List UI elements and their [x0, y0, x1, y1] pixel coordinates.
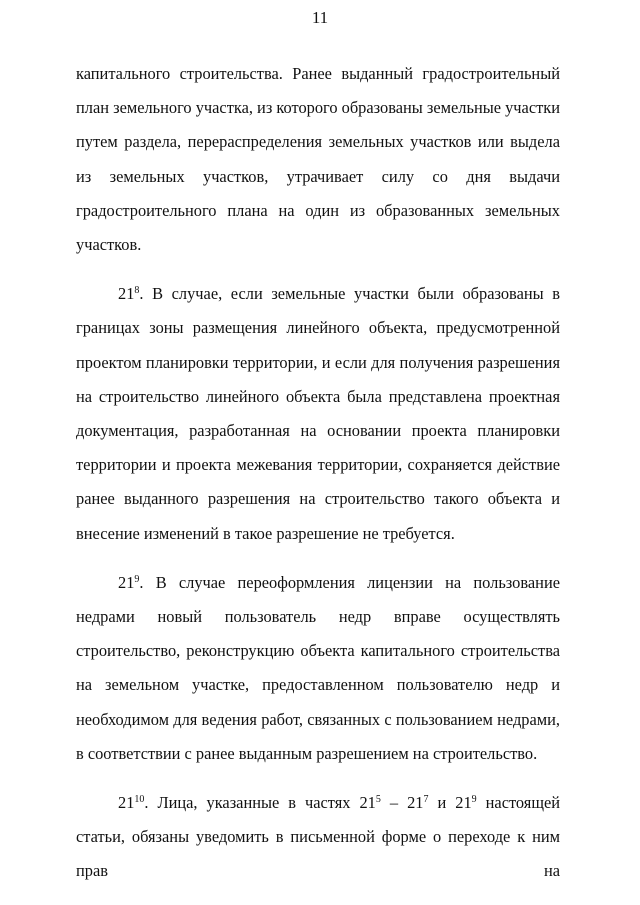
reference-superscript: 9 [471, 794, 477, 806]
paragraph-text: капитального строительства. Ранее выданный градостроительный план земельного участка, из которого образованы земельные участки путем раздела, перераспределения земельных участков или выдела из земельных участков, утрачивает силу со дня выдачи градостроительного плана на один из образованных земельных участков. [76, 64, 561, 255]
paragraph-number-superscript: 8 [134, 285, 140, 297]
paragraph-text: и 21 [428, 793, 472, 813]
paragraph-number: 21 [118, 572, 135, 592]
paragraph-continuation [76, 57, 560, 262]
paragraph-text: – 21 [380, 793, 424, 813]
paragraph-number: 21 [118, 284, 135, 304]
paragraph-text: . Лица, указанные в частях 21 [144, 793, 376, 813]
paragraph-text: . В случае переоформления лицензии на пользование недрами новый пользователь недр вправе осуществлять строительство, реконструкцию объекта капитального строительства на земельном участке, предоставленном пользователю недр и необходимом для ведения работ, связанных с пользованием недрами, в соответствии с ранее выданным разрешением на строительство. [76, 572, 560, 763]
paragraph-21-8 [76, 277, 560, 551]
reference-superscript: 7 [423, 794, 429, 806]
reference-superscript: 5 [375, 794, 381, 806]
paragraph-number-superscript: 9 [134, 573, 140, 585]
paragraph-number: 21 [118, 793, 135, 813]
paragraph-number-superscript: 10 [134, 794, 145, 806]
paragraph-text: . В случае, если земельные участки были образованы в границах зоны размещения линейного объекта, предусмотренной проектом планировки территории, и если для получения разрешения на строительство линейного объекта была представлена проектная документация, разработанная на основании проекта планировки территории и проекта межевания территории, сохраняется действие ранее выданного разрешения на строительство такого объекта и внесение изменений в такое разрешение не требуется. [76, 284, 560, 543]
paragraph-21-9 [76, 566, 560, 771]
paragraph-text: настоящей статьи, обязаны уведомить в письменной форме о переходе к ним прав на [76, 793, 561, 881]
document-body [76, 57, 560, 889]
page-number: 11 [311, 8, 329, 27]
paragraph-21-10 [76, 786, 560, 889]
